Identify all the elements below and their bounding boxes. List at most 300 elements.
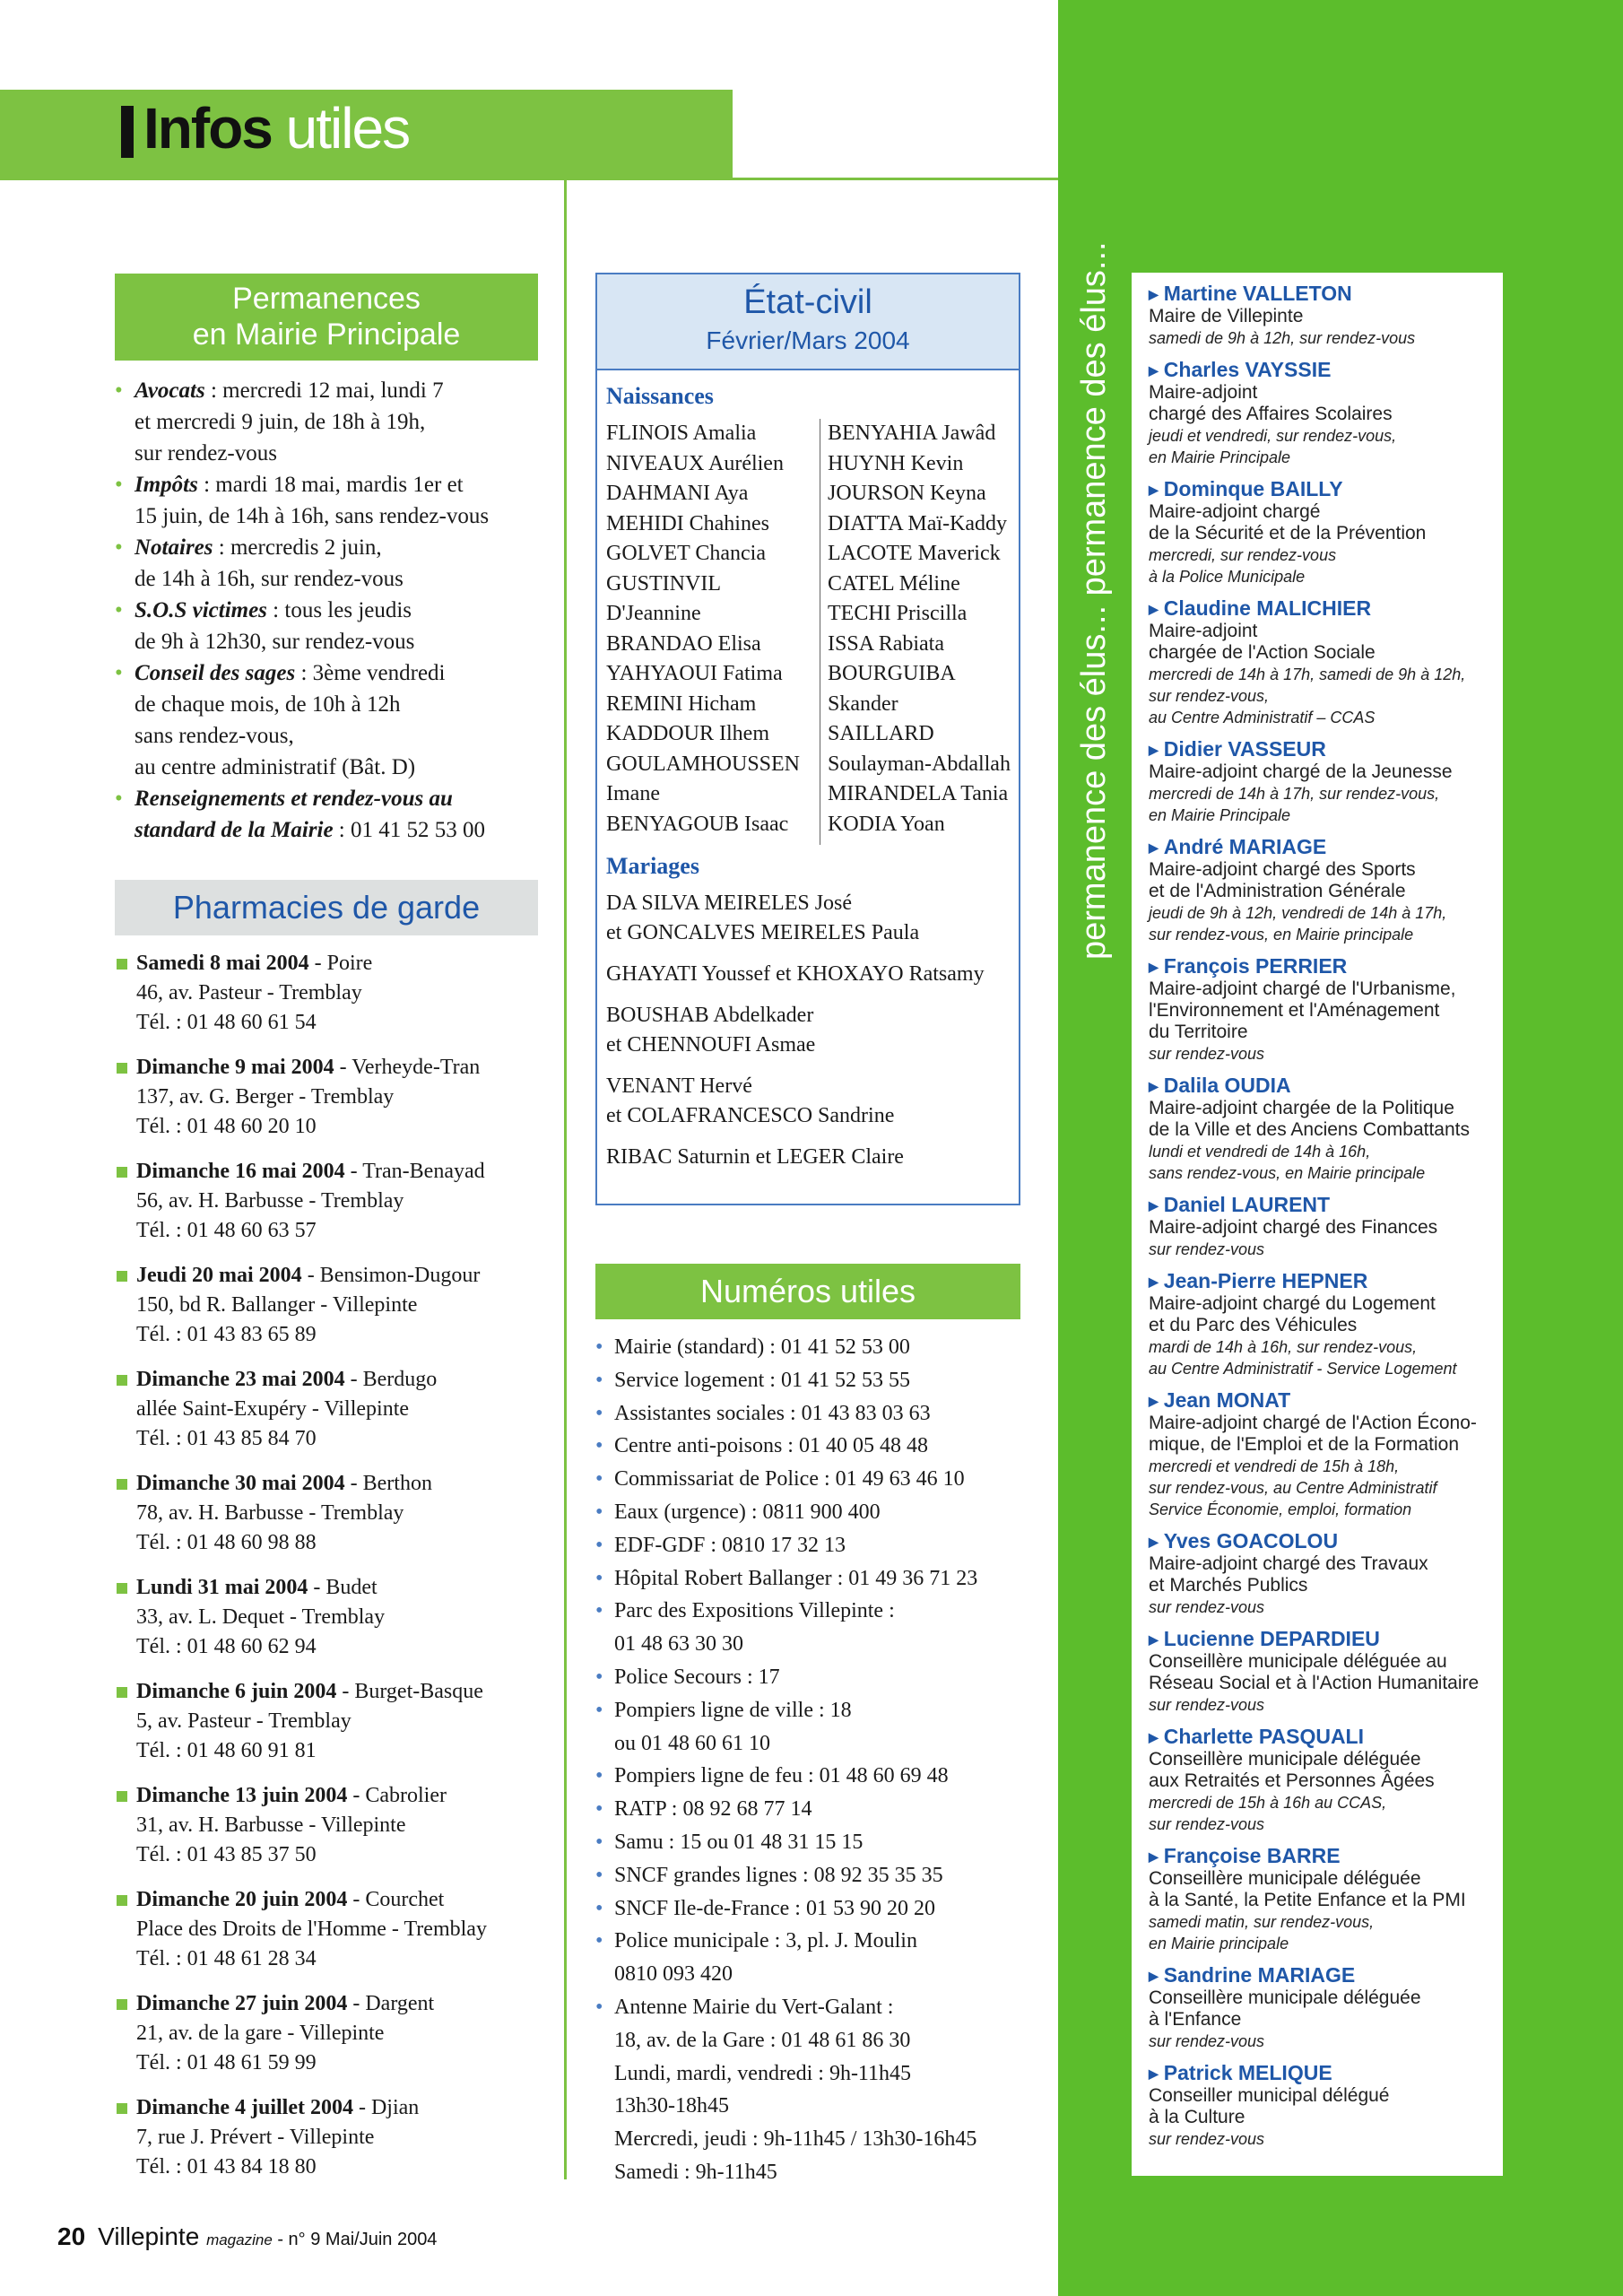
elu-role: Conseiller municipal délégué à la Culture	[1149, 2085, 1390, 2127]
pharmacy-address: 5, av. Pasteur - Tremblay	[136, 1709, 352, 1733]
pharmacy-heading	[136, 1781, 545, 1811]
permanence-detail: : mercredi 12 mai, lundi 7 et mercredi 9 juin, de 18h à 19h, sur rendez-vous	[135, 378, 444, 465]
permanence-item	[115, 595, 545, 657]
elu-schedule: sur rendez-vous	[1149, 2032, 1265, 2050]
square-bullet-icon	[117, 1999, 127, 2010]
mariages-label: Mariages	[606, 853, 699, 879]
elu-name	[1149, 1844, 1503, 1868]
pharmacy-heading	[136, 1053, 545, 1083]
triangle-bullet-icon: ▶	[1149, 1079, 1159, 1093]
bullet-icon: •	[115, 535, 123, 560]
footer-issue: - n° 9 Mai/Juin 2004	[272, 2230, 438, 2249]
elu-schedule: sur rendez-vous	[1149, 2130, 1265, 2148]
pharmacy-date: Dimanche 16 mai 2004	[136, 1160, 345, 1183]
elu-name	[1149, 1725, 1503, 1749]
elu-schedule: samedi matin, sur rendez-vous, en Mairie principale	[1149, 1913, 1375, 1952]
elu-role: Conseillère municipale déléguée aux Retraités et Personnes Âgées	[1149, 1749, 1435, 1791]
numero-text: Centre anti-poisons : 01 40 05 48 48	[614, 1434, 928, 1458]
triangle-bullet-icon: ▶	[1149, 1632, 1159, 1647]
elu-name	[1149, 282, 1503, 306]
elu-item	[1149, 1388, 1503, 1520]
page-number: 20	[57, 2222, 86, 2250]
numero-text: Parc des Expositions Villepinte : 01 48 63 30 30	[614, 1599, 895, 1657]
numero-text: SNCF Ile-de-France : 01 53 90 20 20	[614, 1896, 935, 1920]
elu-role: Maire-adjoint chargée de la Politique de la Ville et des Anciens Combattants	[1149, 1098, 1470, 1140]
elu-schedule: sur rendez-vous	[1149, 1045, 1265, 1063]
square-bullet-icon	[117, 1583, 127, 1594]
elu-role: Maire-adjoint chargé de la Jeunesse	[1149, 761, 1453, 782]
numero-text: SNCF grandes lignes : 08 92 35 35 35	[614, 1863, 943, 1887]
elu-schedule: mercredi, sur rendez-vous à la Police Municipale	[1149, 546, 1337, 586]
elu-schedule: mercredi de 15h à 16h au CCAS, sur rendez-vous	[1149, 1794, 1387, 1833]
bullet-icon: •	[595, 1335, 603, 1359]
numero-text: EDF-GDF : 0810 17 32 13	[614, 1533, 846, 1557]
page-title	[143, 95, 409, 161]
pharmacy-phone: Tél. : 01 48 60 20 10	[136, 1115, 317, 1138]
pharmacy-address: 137, av. G. Berger - Tremblay	[136, 1085, 395, 1109]
elu-item	[1149, 282, 1503, 349]
page-title-light: utiles	[285, 96, 410, 161]
permanence-item	[115, 783, 545, 846]
numero-item	[595, 1331, 1026, 1364]
permanence-item	[115, 532, 545, 595]
pharmacy-item	[115, 1469, 545, 1558]
elu-name	[1149, 1388, 1503, 1413]
elu-role: Maire-adjoint chargé de la Sécurité et de la Prévention	[1149, 501, 1427, 544]
triangle-bullet-icon: ▶	[1149, 1198, 1159, 1213]
numero-item	[595, 1694, 1026, 1761]
numero-text: Pompiers ligne de ville : 18 ou 01 48 60 61 10	[614, 1698, 852, 1755]
page-title-bold: Infos	[143, 96, 272, 161]
elu-name-text: Sandrine MARIAGE	[1163, 1963, 1356, 1987]
triangle-bullet-icon: ▶	[1149, 602, 1159, 616]
elu-role: Maire-adjoint chargé des Affaires Scolaires	[1149, 382, 1393, 424]
pharmacy-heading	[136, 1365, 545, 1395]
numero-item	[595, 1463, 1026, 1496]
elu-name-text: Jean-Pierre HEPNER	[1163, 1269, 1368, 1292]
elu-name	[1149, 1627, 1503, 1651]
elu-name-text: Patrick MELIQUE	[1163, 2061, 1332, 2084]
permanence-label: Notaires	[135, 535, 213, 560]
elu-name	[1149, 477, 1503, 501]
elu-item	[1149, 1844, 1503, 1954]
elu-item	[1149, 737, 1503, 826]
permanence-item	[115, 469, 545, 532]
bullet-icon: •	[595, 1896, 603, 1920]
pharmacy-heading	[136, 1573, 545, 1603]
mariage-entry: GHAYATI Youssef et KHOXAYO Ratsamy	[606, 962, 985, 986]
bullet-icon: •	[595, 1698, 603, 1722]
naissances-left-column: FLINOIS Amalia NIVEAUX Aurélien DAHMANI Aya MEHIDI Chahines GOLVET Chancia GUSTINVIL D'Jeannine BRANDAO Elisa YAHYAOUI Fatima REMINI Hicham KADDOUR Ilhem GOULAMHOUSSEN Imane BENYAGOUB Isaac	[606, 422, 801, 836]
permanence-text	[135, 469, 545, 532]
pharmacy-heading	[136, 2093, 545, 2123]
elu-schedule: mardi de 14h à 16h, sur rendez-vous, au Centre Administratif - Service Logement	[1149, 1338, 1457, 1378]
elu-item	[1149, 358, 1503, 468]
elu-schedule: sur rendez-vous	[1149, 1696, 1265, 1714]
triangle-bullet-icon: ▶	[1149, 363, 1159, 378]
etat-civil-period: Février/Mars 2004	[706, 326, 910, 354]
numero-item	[595, 1397, 1026, 1431]
square-bullet-icon	[117, 1479, 127, 1490]
elu-name-text: Didier VASSEUR	[1163, 737, 1326, 761]
mariages-list	[606, 889, 1019, 1172]
pharmacies-title: Pharmacies de garde	[115, 880, 538, 935]
elu-role: Maire-adjoint chargé du Logement et du Parc des Véhicules	[1149, 1293, 1436, 1335]
numero-item	[595, 1925, 1026, 1991]
elu-role: Maire-adjoint chargé des Sports et de l'Administration Générale	[1149, 859, 1416, 901]
pharmacy-date: Dimanche 20 juin 2004	[136, 1888, 348, 1911]
bullet-icon: •	[595, 1929, 603, 1953]
pharmacy-item	[115, 1781, 545, 1870]
bullet-icon: •	[595, 1434, 603, 1458]
mariage-entry: BOUSHAB Abdelkader et CHENNOUFI Asmae	[606, 1004, 816, 1057]
column-divider	[564, 179, 567, 2179]
bullet-icon: •	[115, 598, 123, 622]
bullet-icon: •	[595, 1401, 603, 1425]
numero-item	[595, 1529, 1026, 1562]
triangle-bullet-icon: ▶	[1149, 2066, 1159, 2081]
pharmacy-item	[115, 2093, 545, 2182]
permanence-item	[115, 375, 545, 469]
square-bullet-icon	[117, 2103, 127, 2114]
pharmacy-name: - Bensimon-Dugour	[301, 1264, 481, 1287]
pharmacy-item	[115, 1157, 545, 1246]
elu-schedule: mercredi et vendredi de 15h à 18h, sur rendez-vous, au Centre Administratif Service Économie, emploi, formation	[1149, 1457, 1437, 1518]
permanence-text	[135, 375, 545, 469]
bullet-icon: •	[595, 1665, 603, 1689]
elu-name-text: Claudine MALICHIER	[1163, 596, 1372, 620]
numero-text: RATP : 08 92 68 77 14	[614, 1797, 812, 1822]
square-bullet-icon	[117, 1271, 127, 1282]
numero-text: Police municipale : 3, pl. J. Moulin 0810 093 420	[614, 1929, 917, 1987]
triangle-bullet-icon: ▶	[1149, 960, 1159, 974]
elu-role: Conseillère municipale déléguée au Réseau Social et à l'Action Humanitaire	[1149, 1651, 1480, 1693]
pharmacy-name: - Burget-Basque	[336, 1680, 483, 1703]
naissances-right-column: BENYAHIA Jawâd HUYNH Kevin JOURSON Keyna DIATTA Maï-Kaddy LACOTE Maverick CATEL Méline TECHI Priscilla ISSA Rabiata BOURGUIBA Skander SAILLARD Soulayman-Abdallah MIRANDELA Tania KODIA Yoan	[820, 419, 1034, 845]
permanence-label: Avocats	[135, 378, 205, 403]
numero-item	[595, 1892, 1026, 1926]
triangle-bullet-icon: ▶	[1149, 743, 1159, 757]
elu-name	[1149, 1193, 1503, 1217]
numero-text: Hôpital Robert Ballanger : 01 49 36 71 23	[614, 1566, 978, 1590]
numero-text: Commissariat de Police : 01 49 63 46 10	[614, 1467, 965, 1492]
elu-name	[1149, 358, 1503, 382]
elu-name-text: Yves GOACOLOU	[1163, 1529, 1339, 1552]
square-bullet-icon	[117, 1791, 127, 1802]
pharmacy-heading	[136, 1261, 545, 1291]
permanence-detail: : 3ème vendredi de chaque mois, de 10h à 12h sans rendez-vous, au centre administratif (Bât. D)	[135, 661, 446, 779]
elu-schedule: jeudi de 9h à 12h, vendredi de 14h à 17h, sur rendez-vous, en Mairie principale	[1149, 904, 1447, 944]
elu-item	[1149, 1529, 1503, 1618]
pharmacy-phone: Tél. : 01 48 61 28 34	[136, 1947, 317, 1970]
numero-item	[595, 1430, 1026, 1463]
triangle-bullet-icon: ▶	[1149, 1535, 1159, 1549]
permanence-detail: : 01 41 52 53 00	[333, 818, 485, 842]
pharmacy-name: - Poire	[308, 952, 373, 975]
bullet-icon: •	[595, 1830, 603, 1854]
pharmacy-heading	[136, 1885, 545, 1915]
naissances-list	[606, 419, 1019, 840]
bullet-icon: •	[595, 1995, 603, 2019]
numero-text: Service logement : 01 41 52 53 55	[614, 1368, 910, 1392]
footer-brand: Villepinte	[98, 2222, 200, 2250]
elu-item	[1149, 1725, 1503, 1835]
pharmacy-name: - Djian	[352, 2096, 420, 2119]
pharmacy-phone: Tél. : 01 43 85 84 70	[136, 1427, 317, 1450]
elu-role: Maire-adjoint chargé des Travaux et Marchés Publics	[1149, 1553, 1428, 1596]
pharmacy-phone: Tél. : 01 48 60 61 54	[136, 1011, 317, 1034]
bullet-icon: •	[595, 1863, 603, 1887]
pharmacy-heading	[136, 949, 545, 978]
elu-name-text: Daniel LAURENT	[1163, 1193, 1331, 1216]
pharmacy-name: - Berthon	[344, 1472, 432, 1495]
permanence-text	[135, 532, 545, 595]
pharmacy-date: Lundi 31 mai 2004	[136, 1576, 308, 1599]
elu-item	[1149, 1269, 1503, 1379]
permanence-detail: : mercredis 2 juin, de 14h à 16h, sur rendez-vous	[135, 535, 404, 591]
square-bullet-icon	[117, 1063, 127, 1074]
permanence-label: S.O.S victimes	[135, 598, 267, 622]
elu-role: Maire-adjoint chargé de l'Action Écono- mique, de l'Emploi et de la Formation	[1149, 1413, 1477, 1455]
bullet-icon: •	[595, 1467, 603, 1492]
pharmacy-address: 21, av. de la gare - Villepinte	[136, 2022, 385, 2045]
pharmacy-date: Dimanche 6 juin 2004	[136, 1680, 337, 1703]
bullet-icon: •	[595, 1764, 603, 1788]
numeros-list	[595, 1331, 1026, 2189]
pharmacy-name: - Tran-Benayad	[344, 1160, 485, 1183]
mariage-entry: VENANT Hervé et COLAFRANCESCO Sandrine	[606, 1074, 895, 1127]
pharmacy-phone: Tél. : 01 48 61 59 99	[136, 2051, 317, 2074]
permanences-title	[115, 274, 538, 361]
pharmacy-phone: Tél. : 01 48 60 98 88	[136, 1531, 317, 1554]
pharmacy-heading	[136, 1989, 545, 2019]
pharmacy-name: - Berdugo	[344, 1368, 438, 1391]
naissances-label: Naissances	[606, 383, 714, 409]
elu-role: Maire-adjoint chargée de l'Action Sociale	[1149, 621, 1376, 663]
elus-rotated-label: permanence des élus... permanence des élus...	[1075, 241, 1113, 960]
elu-name-text: André MARIAGE	[1163, 835, 1327, 858]
numero-item	[595, 1496, 1026, 1529]
pharmacy-date: Samedi 8 mai 2004	[136, 952, 309, 975]
elu-schedule: mercredi de 14h à 17h, samedi de 9h à 12h, sur rendez-vous, au Centre Administratif – CCAS	[1149, 665, 1466, 726]
numero-item	[595, 1760, 1026, 1793]
pharmacy-address: 78, av. H. Barbusse - Tremblay	[136, 1501, 404, 1525]
pharmacies-list	[115, 949, 545, 2197]
square-bullet-icon	[117, 1895, 127, 1906]
header-rule	[0, 178, 1058, 180]
elu-schedule: jeudi et vendredi, sur rendez-vous, en Mairie Principale	[1149, 427, 1397, 466]
elu-item	[1149, 1074, 1503, 1184]
pharmacy-address: 33, av. L. Dequet - Tremblay	[136, 1605, 386, 1629]
numero-item	[595, 1562, 1026, 1596]
numero-text: Assistantes sociales : 01 43 83 03 63	[614, 1401, 931, 1425]
elu-role: Conseillère municipale déléguée à l'Enfance	[1149, 1987, 1421, 2030]
elu-name-text: Dominque BAILLY	[1163, 477, 1343, 500]
numero-text: Pompiers ligne de feu : 01 48 60 69 48	[614, 1764, 949, 1788]
elu-name	[1149, 1529, 1503, 1553]
elu-schedule: lundi et vendredi de 14h à 16h, sans rendez-vous, en Mairie principale	[1149, 1143, 1426, 1182]
bullet-icon: •	[595, 1368, 603, 1392]
pharmacy-item	[115, 1053, 545, 1142]
triangle-bullet-icon: ▶	[1149, 287, 1159, 301]
bullet-icon: •	[595, 1797, 603, 1822]
square-bullet-icon	[117, 959, 127, 970]
pharmacy-name: - Cabrolier	[347, 1784, 447, 1807]
numero-item	[595, 1859, 1026, 1892]
pharmacy-phone: Tél. : 01 48 60 62 94	[136, 1635, 317, 1658]
elu-name	[1149, 1269, 1503, 1293]
permanence-text	[135, 783, 545, 846]
numero-item	[595, 1793, 1026, 1826]
numero-item	[595, 1661, 1026, 1694]
pharmacy-item	[115, 1885, 545, 1974]
elu-name-text: François PERRIER	[1163, 954, 1348, 978]
pharmacy-address: 150, bd R. Ballanger - Villepinte	[136, 1293, 418, 1317]
pharmacy-heading	[136, 1677, 545, 1707]
elu-name	[1149, 1963, 1503, 1987]
pharmacy-item	[115, 1261, 545, 1350]
elu-role: Maire-adjoint chargé de l'Urbanisme, l'Environnement et l'Aménagement du Territoire	[1149, 978, 1456, 1042]
elu-name-text: Françoise BARRE	[1163, 1844, 1341, 1867]
elu-role: Maire-adjoint chargé des Finances	[1149, 1217, 1438, 1238]
pharmacy-item	[115, 1989, 545, 2078]
elu-item	[1149, 1627, 1503, 1716]
pharmacy-address: 56, av. H. Barbusse - Tremblay	[136, 1189, 404, 1213]
pharmacy-date: Dimanche 9 mai 2004	[136, 1056, 334, 1079]
pharmacy-name: - Budet	[308, 1576, 378, 1599]
permanence-label: Conseil des sages	[135, 661, 296, 685]
page-footer	[57, 2222, 437, 2251]
pharmacy-phone: Tél. : 01 48 60 91 81	[136, 1739, 317, 1762]
pharmacy-item	[115, 1573, 545, 1662]
pharmacy-phone: Tél. : 01 43 84 18 80	[136, 2155, 317, 2179]
numeros-title: Numéros utiles	[595, 1264, 1020, 1319]
footer-magazine: magazine	[206, 2231, 273, 2248]
elu-name-text: Lucienne DEPARDIEU	[1163, 1627, 1380, 1650]
bullet-icon: •	[115, 787, 123, 811]
permanence-detail: : tous les jeudis de 9h à 12h30, sur rendez-vous	[135, 598, 415, 654]
permanence-label: Renseignements et rendez-vous au standard de la Mairie	[135, 787, 453, 842]
elu-name	[1149, 835, 1503, 859]
elu-item	[1149, 477, 1503, 587]
elu-name	[1149, 1074, 1503, 1098]
pharmacy-heading	[136, 1157, 545, 1187]
title-accent-bar	[121, 106, 134, 158]
bullet-icon: •	[595, 1566, 603, 1590]
elu-schedule: sur rendez-vous	[1149, 1240, 1265, 1258]
pharmacy-address: 31, av. H. Barbusse - Villepinte	[136, 1813, 406, 1837]
mariage-entry: DA SILVA MEIRELES José et GONCALVES MEIRELES Paula	[606, 891, 920, 944]
elu-item	[1149, 1963, 1503, 2052]
permanence-text	[135, 657, 545, 783]
elu-name-text: Charles VAYSSIE	[1163, 358, 1332, 381]
numero-item	[595, 1991, 1026, 2189]
pharmacy-phone: Tél. : 01 43 83 65 89	[136, 1323, 317, 1346]
elu-item	[1149, 1193, 1503, 1260]
pharmacy-name: - Courchet	[347, 1888, 445, 1911]
numero-item	[595, 1364, 1026, 1397]
numero-text: Eaux (urgence) : 0811 900 400	[614, 1500, 881, 1524]
etat-civil-title: État-civil	[743, 283, 872, 321]
bullet-icon: •	[115, 473, 123, 497]
triangle-bullet-icon: ▶	[1149, 1730, 1159, 1744]
triangle-bullet-icon: ▶	[1149, 483, 1159, 497]
permanence-detail: : mardi 18 mai, mardis 1er et 15 juin, de 14h à 16h, sans rendez-vous	[135, 473, 490, 528]
bullet-icon: •	[595, 1599, 603, 1623]
numero-text: Antenne Mairie du Vert-Galant : 18, av. de la Gare : 01 48 61 86 30 Lundi, mardi, vendredi : 9h-11h45 13h30-18h45 Mercredi, jeudi : 9h-11h45 / 13h30-16h45 Samedi : 9h-11h45	[614, 1995, 977, 2184]
numero-text: Police Secours : 17	[614, 1665, 780, 1689]
permanence-item	[115, 657, 545, 783]
permanence-text	[135, 595, 545, 657]
triangle-bullet-icon: ▶	[1149, 1969, 1159, 1983]
pharmacy-date: Dimanche 30 mai 2004	[136, 1472, 345, 1495]
elus-list	[1132, 273, 1503, 2176]
pharmacy-phone: Tél. : 01 43 85 37 50	[136, 1843, 317, 1866]
pharmacy-date: Dimanche 4 juillet 2004	[136, 2096, 353, 2119]
elu-role: Conseillère municipale déléguée à la Santé, la Petite Enfance et la PMI	[1149, 1868, 1466, 1910]
mariage-entry: RIBAC Saturnin et LEGER Claire	[606, 1145, 904, 1169]
bullet-icon: •	[115, 378, 123, 403]
elu-schedule: sur rendez-vous	[1149, 1598, 1265, 1616]
pharmacy-name: - Verheyde-Tran	[334, 1056, 481, 1079]
triangle-bullet-icon: ▶	[1149, 1849, 1159, 1864]
triangle-bullet-icon: ▶	[1149, 840, 1159, 855]
elu-role: Maire de Villepinte	[1149, 306, 1304, 326]
pharmacy-date: Dimanche 13 juin 2004	[136, 1784, 348, 1807]
elu-name-text: Charlette PASQUALI	[1163, 1725, 1364, 1748]
pharmacy-item	[115, 1677, 545, 1766]
pharmacy-address: Place des Droits de l'Homme - Tremblay	[136, 1918, 487, 1941]
permanence-label: Impôts	[135, 473, 198, 497]
permanences-title-text: Permanences en Mairie Principale	[192, 282, 461, 352]
elu-name	[1149, 737, 1503, 761]
triangle-bullet-icon: ▶	[1149, 1394, 1159, 1408]
elu-item	[1149, 2061, 1503, 2150]
elu-name-text: Martine VALLETON	[1163, 282, 1352, 305]
numero-text: Samu : 15 ou 01 48 31 15 15	[614, 1830, 864, 1854]
elu-name	[1149, 596, 1503, 621]
bullet-icon: •	[115, 661, 123, 685]
bullet-icon: •	[595, 1500, 603, 1524]
elu-name-text: Jean MONAT	[1163, 1388, 1291, 1412]
numero-item	[595, 1595, 1026, 1661]
etat-civil-box	[595, 273, 1020, 1205]
elu-item	[1149, 954, 1503, 1065]
bullet-icon: •	[595, 1533, 603, 1557]
pharmacy-item	[115, 1365, 545, 1454]
pharmacy-date: Dimanche 23 mai 2004	[136, 1368, 345, 1391]
square-bullet-icon	[117, 1687, 127, 1698]
pharmacy-heading	[136, 1469, 545, 1499]
pharmacy-address: allée Saint-Exupéry - Villepinte	[136, 1397, 410, 1421]
square-bullet-icon	[117, 1167, 127, 1178]
elu-item	[1149, 596, 1503, 728]
etat-civil-header	[597, 274, 1019, 370]
permanences-list	[115, 375, 545, 846]
elu-schedule: mercredi de 14h à 17h, sur rendez-vous, en Mairie Principale	[1149, 785, 1440, 824]
elu-name-text: Dalila OUDIA	[1163, 1074, 1291, 1097]
pharmacy-item	[115, 949, 545, 1038]
pharmacy-name: - Dargent	[347, 1992, 435, 2015]
square-bullet-icon	[117, 1375, 127, 1386]
elu-item	[1149, 835, 1503, 945]
pharmacy-address: 7, rue J. Prévert - Villepinte	[136, 2126, 375, 2149]
pharmacy-address: 46, av. Pasteur - Tremblay	[136, 981, 362, 1004]
pharmacy-date: Jeudi 20 mai 2004	[136, 1264, 302, 1287]
elu-name	[1149, 954, 1503, 978]
triangle-bullet-icon: ▶	[1149, 1274, 1159, 1289]
numero-text: Mairie (standard) : 01 41 52 53 00	[614, 1335, 910, 1359]
